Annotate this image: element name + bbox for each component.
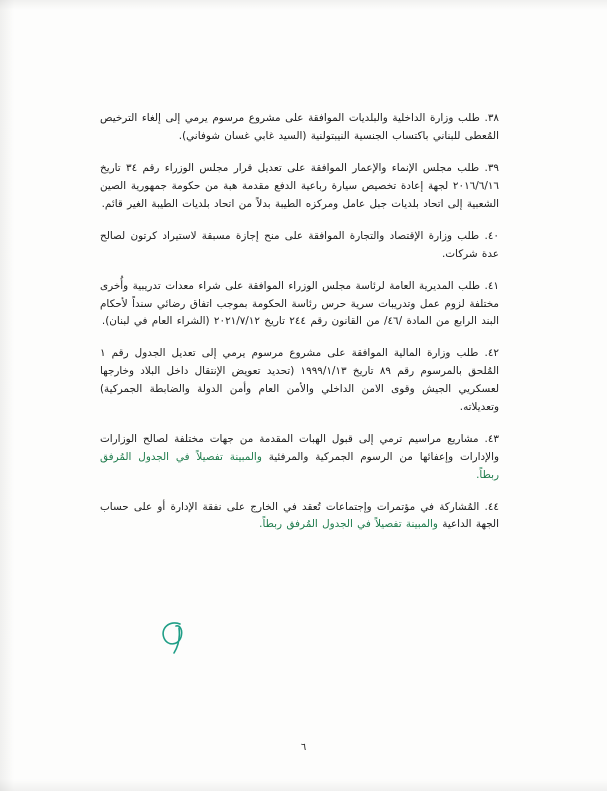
item-text: طلب المديرية العامة لرئاسة مجلس الوزراء الموافقة على شراء معدات تدريبية وأُخرى مختلفة لزوم عمل وتدريبات سرية حرس رئاسة الحكومة بموجب اتفاق رضائي سنداً لأحكام البند الرابع من المادة /٤٦/ من القانون رقم ٢٤٤ تاريخ ٢٠٢١/٧/١٢ (الشراء العام في لبنان). <box>100 279 499 328</box>
page-left-shadow <box>0 0 14 791</box>
page-number: ٦ <box>300 742 307 753</box>
item-text: طلب وزارة الداخلية والبلديات الموافقة على مشروع مرسوم يرمي إلى إلغاء الترخيص المُعطى للبناني باكتساب الجنسية النيبتولنية (السيد غابي غسان شوفاني). <box>100 112 499 143</box>
page-top-shadow <box>0 0 607 10</box>
item-number: ٤٢. <box>484 347 499 360</box>
item-number: ٤٠. <box>484 229 499 242</box>
list-item <box>100 431 499 485</box>
item-text: مشاريع مراسيم ترمي إلى قبول الهبات المقدمة من جهات مختلفة لصالح الوزارات والإدارات وإعفائها من الرسوم الجمركية والمرفئية <box>100 432 499 463</box>
item-number: ٤٤. <box>484 500 499 513</box>
item-text: طلب وزارة الإقتصاد والتجارة الموافقة على منح إجازة مسبقة لاستيراد كرتون لصالح عدة شركات. <box>100 229 499 260</box>
list-item <box>100 345 499 417</box>
signature-mark <box>150 618 210 658</box>
list-item <box>100 278 499 332</box>
item-highlight-text: والمبينة تفصيلاً في الجدول المُرفق ربطاً. <box>259 518 438 531</box>
item-number: ٣٨. <box>484 112 499 125</box>
item-text: طلب وزارة المالية الموافقة على مشروع مرسوم يرمي إلى تعديل الجدول رقم ١ المُلحق بالمرسوم رقم ٨٩ تاريخ ١٩٩٩/١/١٣ (تحديد تعويض الإنتقال داخل البلاد وخارجها لعسكريي الجيش وقوى الامن الداخلي والأمن العام وأمن الدولة والضابطة الجمركية) وتعديلاته. <box>100 347 500 413</box>
page-bottom-shadow <box>0 779 607 791</box>
item-number: ٤٣. <box>484 432 499 445</box>
list-item <box>100 160 499 214</box>
item-number: ٣٩. <box>484 162 499 175</box>
item-number: ٤١. <box>484 279 499 292</box>
document-body <box>100 100 499 547</box>
list-item <box>100 110 499 146</box>
list-item <box>100 499 499 535</box>
item-text: المُشاركة في مؤتمرات وإجتماعات تُعقد في الخارج على نفقة الإدارة أو على حساب الجهة الداعية <box>100 500 499 531</box>
item-highlight-text: والمبينة تفصيلاً في الجدول المُرفق ربطاً. <box>100 450 499 481</box>
list-item <box>100 228 499 264</box>
item-text: طلب مجلس الإنماء والإعمار الموافقة على تعديل قرار مجلس الوزراء رقم ٣٤ تاريخ ٢٠١٦/٦/١٦ لجهة إعادة تخصيص سيارة رباعية الدفع مقدمة هبة من حكومة جمهورية الصين الشعبية إلى اتحاد بلديات جبل عامل ومركزه الطيبة بدلاً من اتحاد بلديات الطيبة الغير قائم. <box>100 162 499 210</box>
